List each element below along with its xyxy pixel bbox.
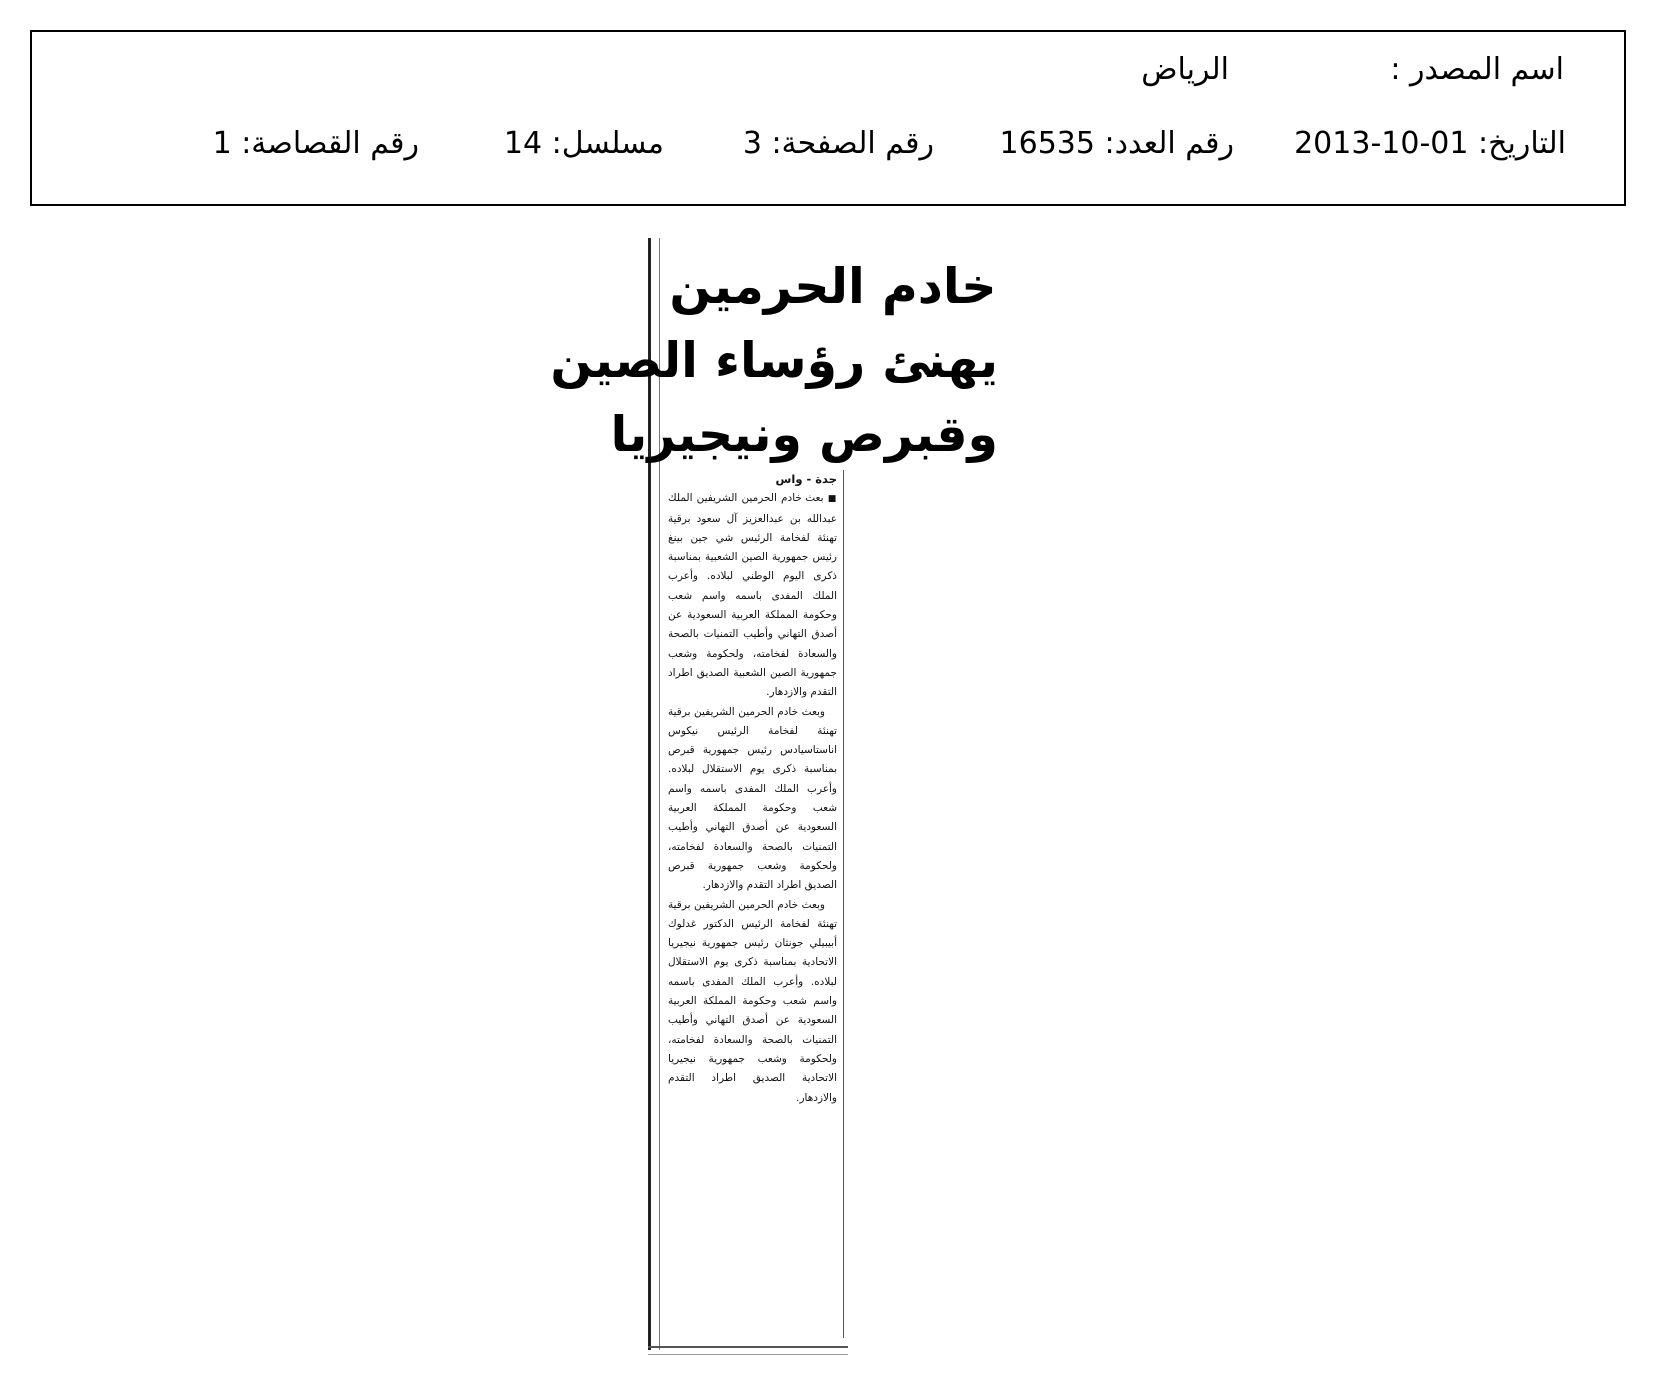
source-value: الرياض — [1141, 52, 1229, 87]
source-label: اسم المصدر : — [1390, 52, 1564, 87]
bottom-rule — [648, 1346, 848, 1348]
date-field: التاريخ: 01-10-2013 — [1294, 126, 1566, 161]
headline-line: وقبرص ونيجيريا — [610, 406, 998, 463]
page-number-field: رقم الصفحة: 3 — [742, 126, 934, 161]
metadata-box — [30, 30, 1626, 206]
bottom-rule-thin — [648, 1354, 848, 1355]
article-paragraph: وبعث خادم الحرمين الشريفين برقية تهنئة لفخامة الرئيس نيكوس اناستاسيادس رئيس جمهورية قبرص بمناسبة ذكرى يوم الاستقلال لبلاده. وأعرب الملك المفدى باسمه واسم شعب وحكومة المملكة العربية السعودية عن أصدق التهاني وأطيب التمنيات بالصحة والسعادة لفخامته، ولحكومة وشعب جمهورية قبرص الصديق اطراد التقدم والازدهار. — [668, 705, 837, 892]
clip-number-field: رقم القصاصة: 1 — [212, 126, 419, 161]
headline — [550, 250, 998, 472]
serial-field: مسلسل: 14 — [503, 126, 664, 161]
article-paragraph: وبعث خادم الحرمين الشريفين برقية تهنئة لفخامة الرئيس الدكتور غدلوك أبيبيلي جونثان رئيس جمهورية نيجيريا الاتحادية بمناسبة ذكرى يوم الاستقلال لبلاده. وأعرب الملك المفدى باسمه واسم شعب وحكومة المملكة العربية السعودية عن أصدق التهاني وأطيب التمنيات بالصحة والسعادة لفخامته، ولحكومة وشعب جمهورية نيجيريا الاتحادية الصديق اطراد التقدم والازدهار. — [668, 898, 837, 1104]
article-paragraph — [668, 489, 837, 702]
article-body — [668, 470, 844, 1338]
headline-line: خادم الحرمين — [669, 258, 997, 315]
headline-line: يهنئ رؤساء الصين — [550, 332, 998, 389]
newspaper-clipping — [550, 238, 1000, 1350]
issue-number-field: رقم العدد: 16535 — [999, 126, 1234, 161]
bullet-icon: ■ — [827, 494, 837, 505]
paragraph-text: بعث خادم الحرمين الشريفين الملك عبدالله بن عبدالعزيز آل سعود برقية تهنئة لفخامة الرئيس شي جين بينغ رئيس جمهورية الصين الشعبية بمناسبة ذكرى اليوم الوطني لبلاده. وأعرب الملك المفدى باسمه واسم شعب وحكومة المملكة العربية السعودية عن أصدق التهاني وأطيب التمنيات بالصحة والسعادة لفخامته، ولحكومة وشعب جمهورية الصين الشعبية الصديق اطراد التقدم والازدهار. — [668, 492, 837, 699]
dateline: جدة - واس — [775, 472, 837, 486]
